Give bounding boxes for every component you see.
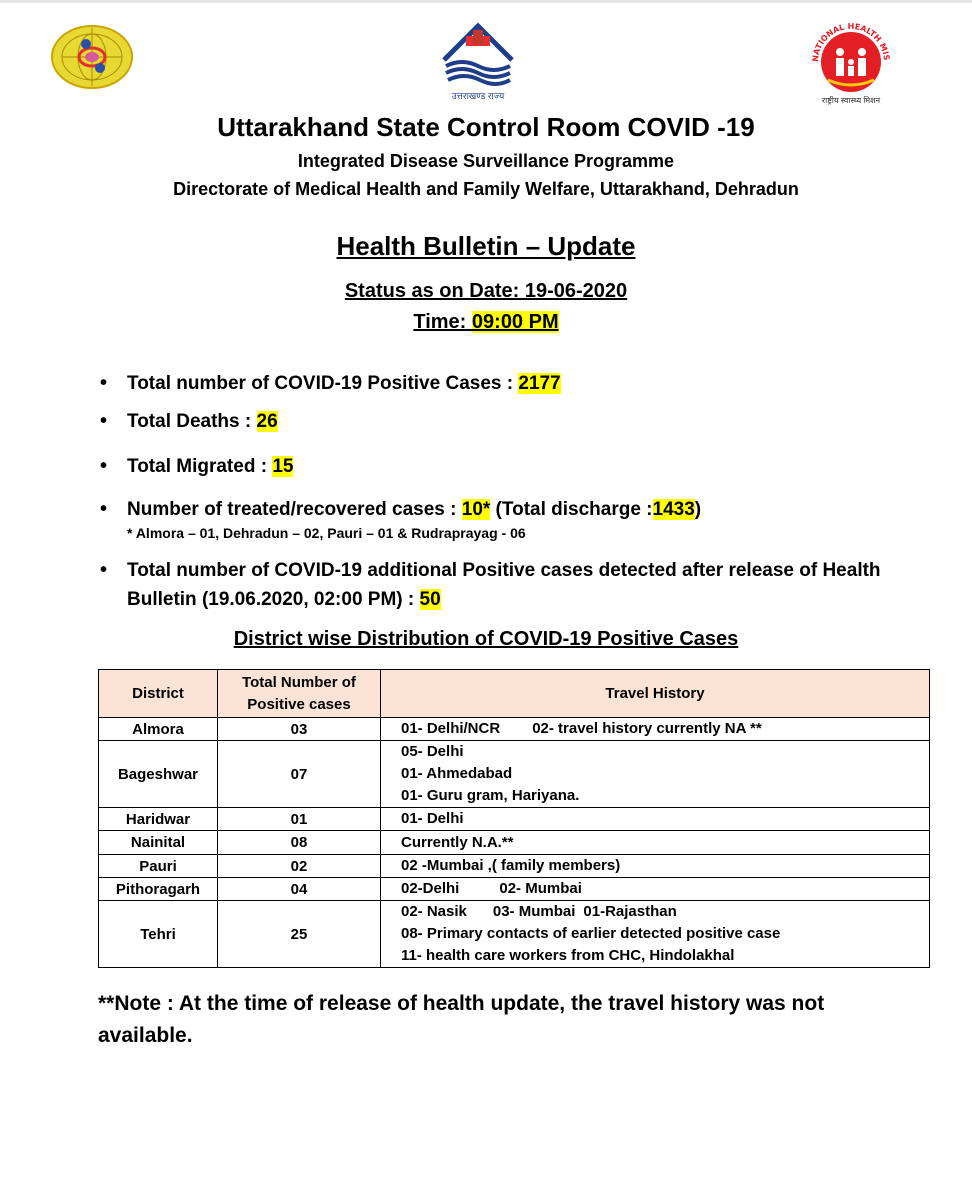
nhm-caption: राष्ट्रीय स्वास्थ्य मिशन	[821, 96, 881, 105]
travel-cell	[381, 901, 930, 968]
cases-cell: 07	[218, 741, 381, 808]
idsp-logo-icon	[50, 24, 134, 90]
district-cell: Pithoragarh	[99, 878, 218, 901]
travel-entry: 01- Guru gram, Hariyana.	[401, 787, 580, 804]
cases-cell: 04	[218, 878, 381, 901]
cases-cell: 03	[218, 718, 381, 741]
bullet-icon: •	[100, 372, 108, 394]
district-cell: Almora	[99, 718, 218, 741]
bulletin-title: Health Bulletin – Update	[336, 231, 636, 261]
travel-entry: 02- Nasik	[401, 903, 467, 920]
travel-entry: 01- Delhi/NCR	[401, 720, 501, 737]
positive-value: 2177	[518, 373, 561, 394]
additional-value: 50	[419, 589, 441, 610]
table-row	[99, 741, 930, 808]
time-label: Time:	[413, 311, 472, 333]
travel-cell: 02 -Mumbai ,( family members)	[381, 855, 930, 878]
bullet-icon: •	[100, 455, 108, 477]
uttarakhand-emblem-icon	[436, 20, 520, 86]
district-table	[98, 669, 930, 968]
table-heading	[0, 628, 972, 651]
nhm-logo	[806, 18, 896, 105]
subtitle-programme: Integrated Disease Surveillance Programme	[297, 151, 675, 171]
additional-label: Total number of COVID-19 additional Positive cases detected after release of Health Bulletin (19.06.2020, 02:00 PM) :	[127, 560, 881, 610]
travel-entry: 03- Mumbai	[492, 903, 576, 920]
cases-cell: 08	[218, 831, 381, 855]
emblem-caption: उत्तराखण्ड राज्य	[451, 91, 505, 101]
bullet-icon: •	[100, 410, 108, 432]
travel-cell: Currently N.A.**	[381, 831, 930, 855]
table-header-row	[99, 670, 930, 718]
travel-cell	[381, 878, 930, 901]
page-title: Uttarakhand State Control Room COVID -19	[217, 112, 755, 142]
recovered-label: Number of treated/recovered cases :	[127, 499, 462, 520]
district-cell: Tehri	[99, 901, 218, 968]
header-cases	[218, 670, 381, 718]
subtitle-directorate: Directorate of Medical Health and Family Welfare, Uttarakhand, Dehradun	[173, 179, 799, 199]
top-edge	[0, 0, 972, 3]
bullet-icon: •	[100, 498, 108, 520]
travel-entry: 05- Delhi	[401, 743, 464, 760]
deaths-value: 26	[256, 411, 278, 432]
district-cell: Nainital	[99, 831, 218, 855]
travel-entry: 02-Delhi	[401, 880, 460, 897]
time-value: 09:00 PM	[471, 311, 559, 333]
header-travel: Travel History	[381, 670, 930, 718]
travel-cell	[381, 741, 930, 808]
footnote: **Note : At the time of release of health update, the travel history was not available.	[98, 992, 825, 1047]
travel-entry: 01- Ahmedabad	[401, 765, 513, 782]
status-date-text: Status as on Date: 19-06-2020	[344, 280, 628, 302]
uttarakhand-emblem	[436, 20, 520, 101]
table-row	[99, 831, 930, 855]
nhm-logo-icon	[806, 18, 896, 98]
table-row	[99, 808, 930, 831]
travel-cell	[381, 718, 930, 741]
cases-cell: 25	[218, 901, 381, 968]
header-cases-line2: Positive cases	[247, 695, 351, 713]
status-date	[0, 280, 972, 303]
travel-entry: 02- travel history currently NA **	[532, 720, 762, 737]
district-cell: Pauri	[99, 855, 218, 878]
recovered-value: 10*	[461, 499, 491, 520]
table-row	[99, 878, 930, 901]
nhm-arc-text: NATIONAL HEALTH MIS	[810, 21, 892, 63]
bullet-icon: •	[100, 559, 108, 581]
discharge-prefix: (Total discharge :	[490, 499, 653, 520]
table-heading-text: District wise Distribution of COVID-19 Positive Cases	[233, 628, 739, 650]
district-cell: Bageshwar	[99, 741, 218, 808]
discharge-suffix: )	[694, 499, 702, 520]
travel-entry: 08- Primary contacts of earlier detected positive case	[401, 925, 781, 942]
travel-cell: 01- Delhi	[381, 808, 930, 831]
table-row	[99, 901, 930, 968]
status-time	[0, 311, 972, 334]
travel-line	[401, 901, 925, 923]
table-row	[99, 718, 930, 741]
deaths-label: Total Deaths :	[127, 411, 257, 432]
header-district: District	[99, 670, 218, 718]
bulletin-heading	[0, 231, 972, 262]
travel-entry: 02- Mumbai	[499, 880, 582, 897]
discharge-value: 1433	[652, 499, 695, 520]
table-row	[99, 855, 930, 878]
cases-cell: 01	[218, 808, 381, 831]
travel-entry: 11- health care workers from CHC, Hindolakhal	[401, 947, 735, 964]
header-cases-line1: Total Number of	[242, 673, 356, 691]
cases-cell: 02	[218, 855, 381, 878]
migrated-label: Total Migrated :	[127, 456, 273, 477]
recovered-note: * Almora – 01, Dehradun – 02, Pauri – 01 & Rudraprayag - 06	[127, 525, 526, 541]
travel-entry: 01-Rajasthan	[583, 903, 677, 920]
migrated-value: 15	[272, 456, 294, 477]
positive-label: Total number of COVID-19 Positive Cases :	[127, 373, 519, 394]
district-cell: Haridwar	[99, 808, 218, 831]
